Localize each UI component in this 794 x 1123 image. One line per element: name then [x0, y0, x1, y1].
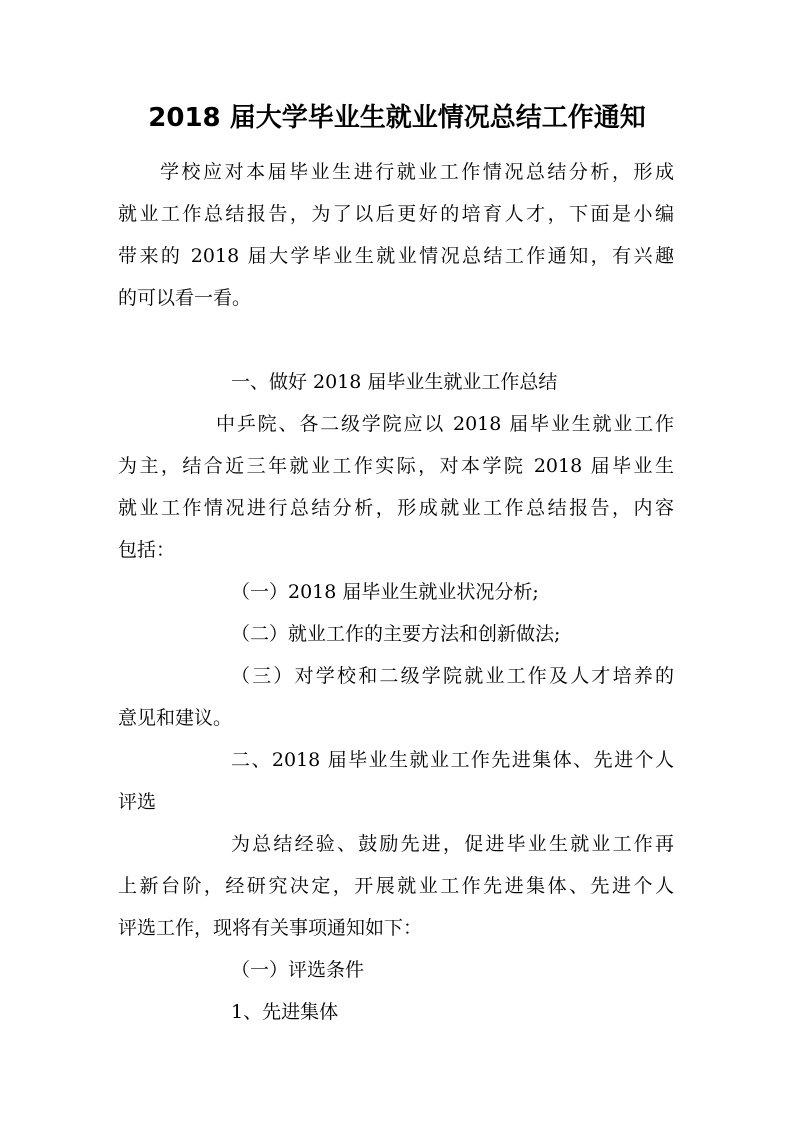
- paragraph-line: 包括：: [118, 539, 176, 561]
- subsection-heading: （一）评选条件: [231, 959, 365, 981]
- section-heading: 二、2018 届毕业生就业工作先进集体、先进个人: [231, 749, 674, 771]
- section-heading: 一、做好 2018 届毕业生就业工作总结: [231, 371, 558, 393]
- list-item-continuation: 意见和建议。: [118, 707, 233, 729]
- paragraph-line: 评选工作，现将有关事项通知如下：: [118, 917, 423, 939]
- paragraph-line: 就业工作情况进行总结分析，形成就业工作总结报告，内容: [118, 497, 674, 519]
- paragraph-line: 就业工作总结报告，为了以后更好的培育人才，下面是小编: [118, 203, 674, 225]
- paragraph-line: 的可以看一看。: [118, 287, 252, 309]
- paragraph-line: 为主，结合近三年就业工作实际，对本学院 2018 届毕业生: [118, 455, 674, 477]
- list-item: （二）就业工作的主要方法和创新做法;: [231, 623, 561, 645]
- paragraph-line: 为总结经验、鼓励先进，促进毕业生就业工作再: [231, 833, 674, 855]
- section-heading-continuation: 评选: [118, 791, 157, 813]
- list-item: （三）对学校和二级学院就业工作及人才培养的: [231, 665, 674, 687]
- paragraph-line: 上新台阶，经研究决定，开展就业工作先进集体、先进个人: [118, 875, 674, 897]
- document-title: 2018 届大学毕业生就业情况总结工作通知: [148, 103, 646, 133]
- paragraph-line: 学校应对本届毕业生进行就业工作情况总结分析，形成: [160, 161, 674, 183]
- paragraph-line: 带来的 2018 届大学毕业生就业情况总结工作通知，有兴趣: [118, 245, 674, 267]
- subsection-item: 1、先进集体: [231, 1001, 339, 1023]
- paragraph-line: 中乒院、各二级学院应以 2018 届毕业生就业工作: [216, 413, 674, 435]
- list-item: （一）2018 届毕业生就业状况分析;: [231, 581, 539, 603]
